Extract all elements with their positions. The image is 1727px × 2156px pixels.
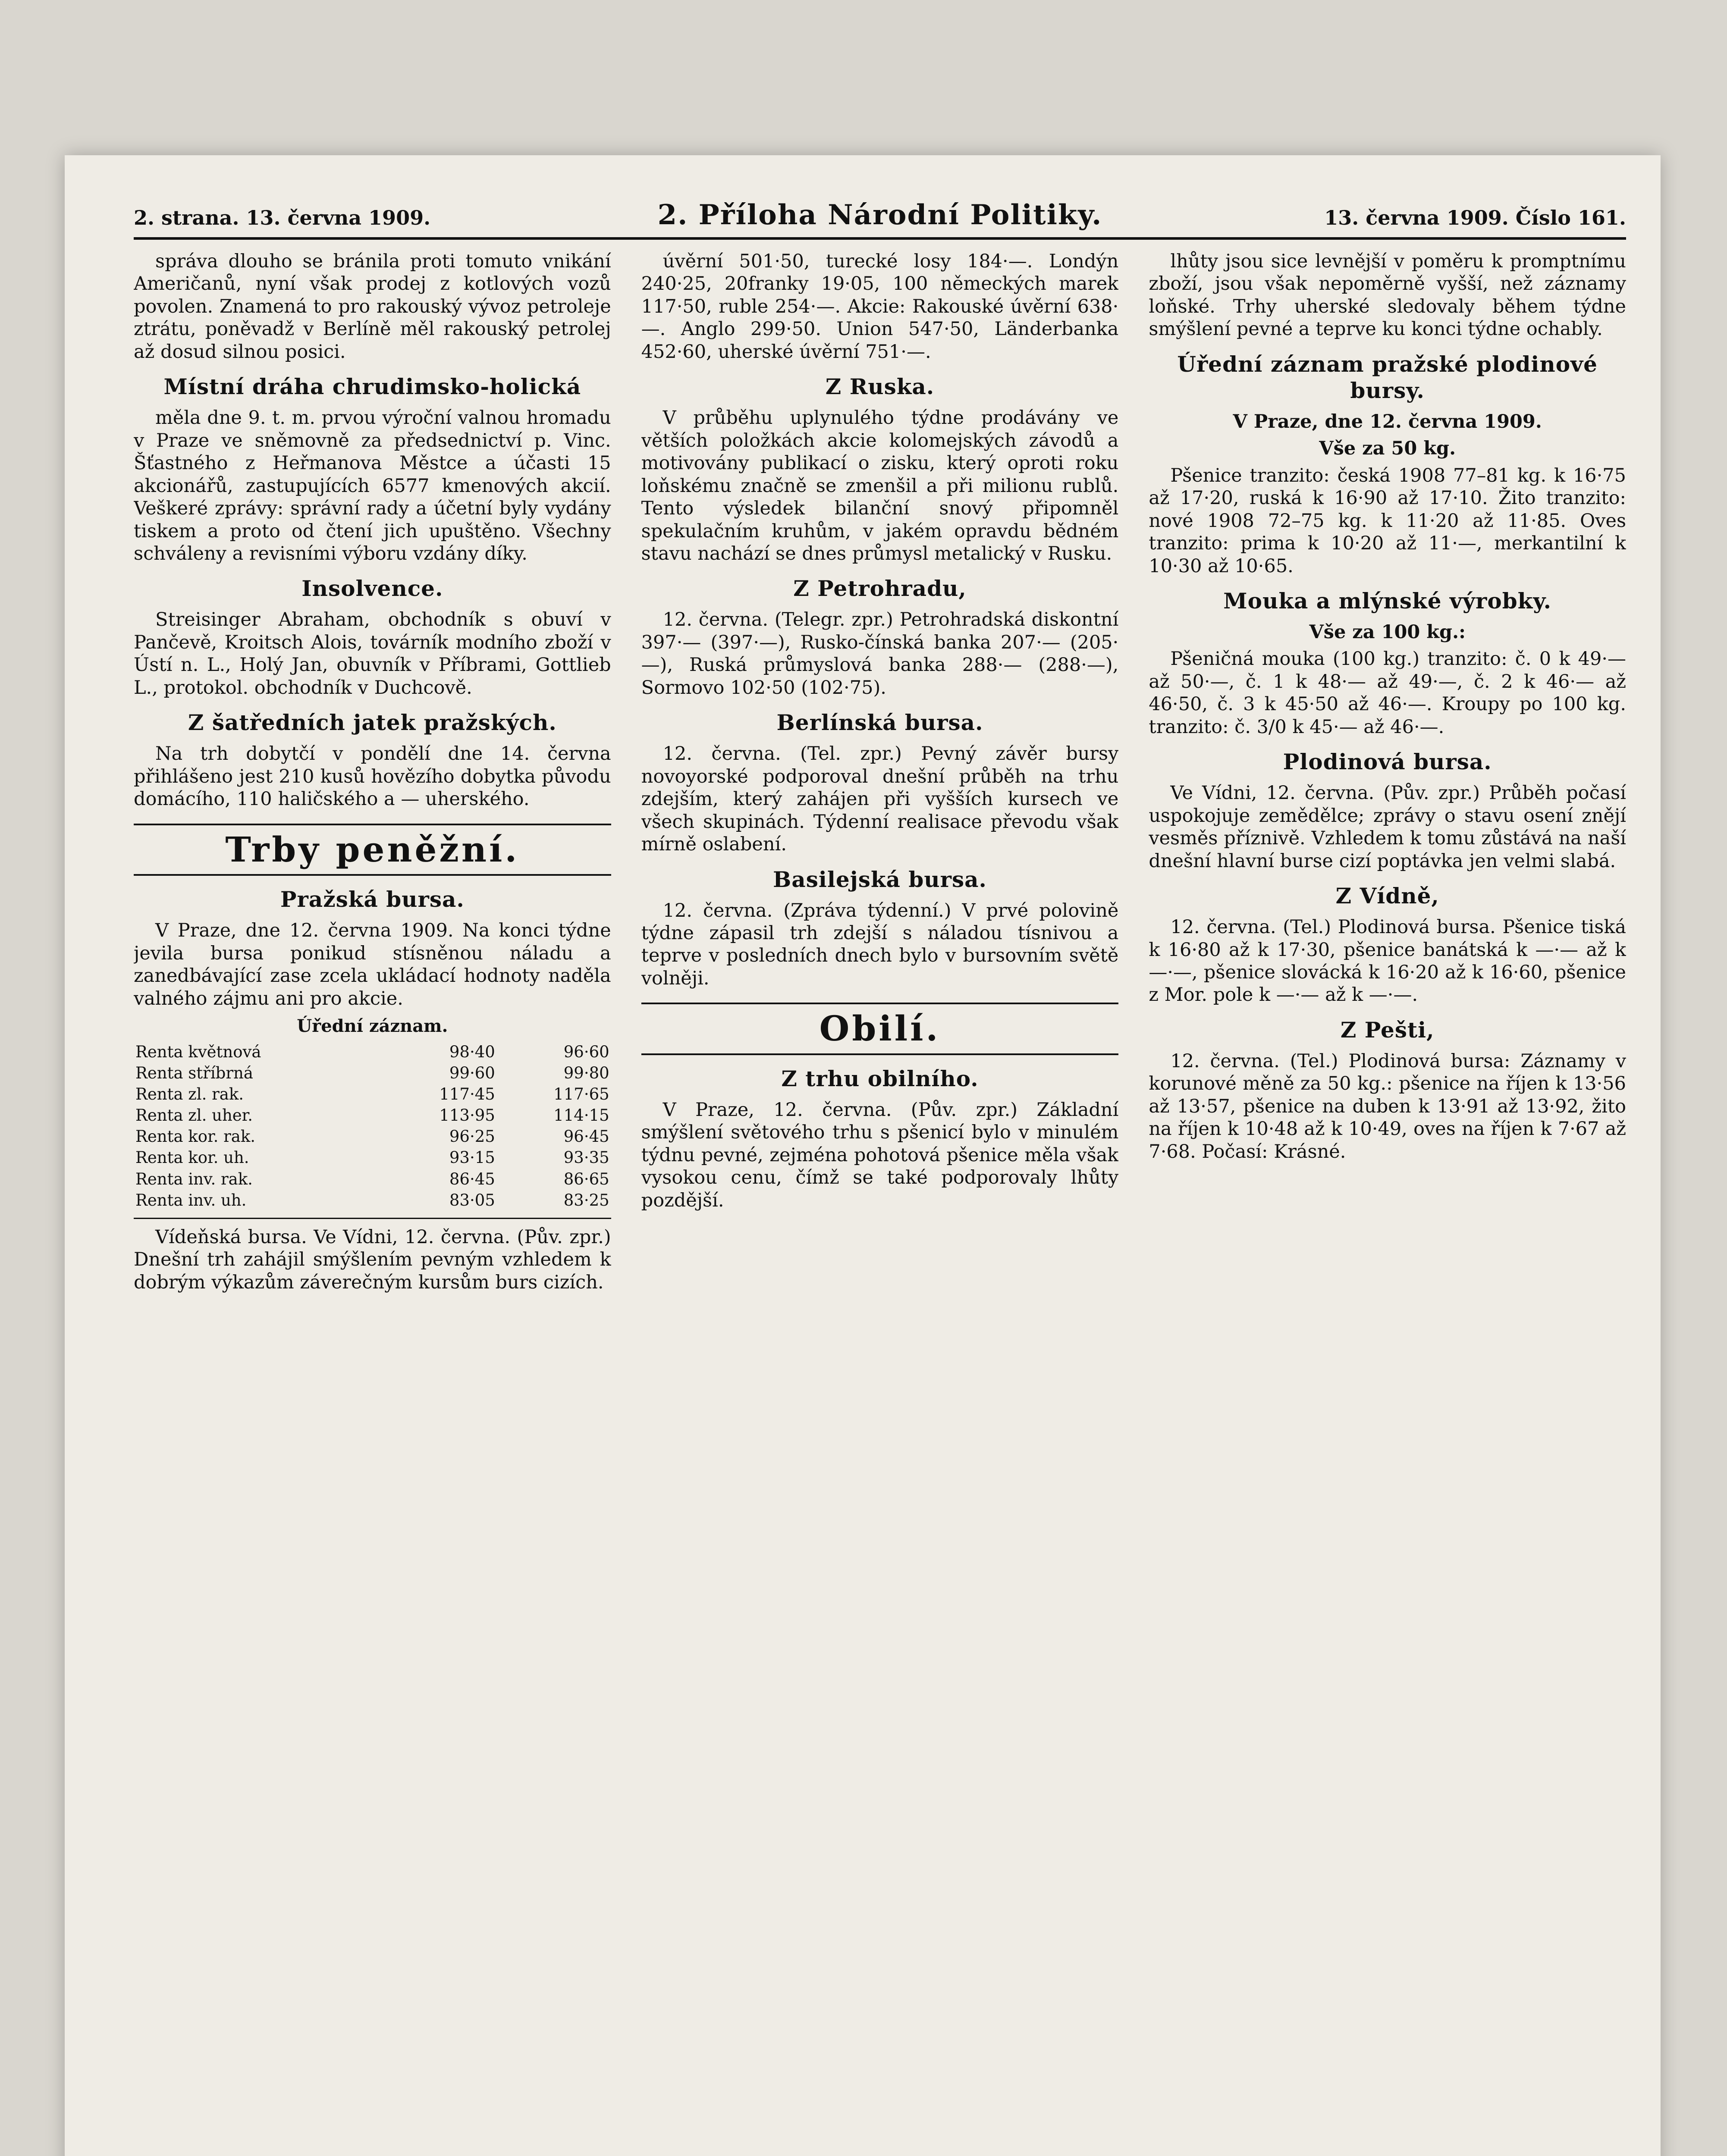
row-value: 96·60: [563, 1042, 609, 1061]
row-value: 96·45: [563, 1127, 609, 1146]
paragraph: úvěrní 501·50, turecké losy 184·—. Londýn 240·25, 20franky 19·05, 100 německých marek 117·50, ruble 254·—. Akcie: Rakouské úvěrní 638·—. Anglo 299·50. Union 547·50, Länderbanka 452·60, uherské úvěrní 751·—.: [641, 251, 1119, 363]
row-value: 117·65: [553, 1085, 609, 1104]
paragraph: Pšenice tranzito: česká 1908 77–81 kg. k 16·75 až 17·20, ruská k 16·90 až 17·10. Žito tranzito: nové 1908 72–75 kg. k 11·20 až 11·85. Oves tranzito: prima k 10·20 až 11·—, merkantilní k 10·30 až 10·65.: [1149, 464, 1627, 577]
section-heading: Místní dráha chrudimsko-holická: [163, 374, 581, 400]
table-row: [134, 1041, 611, 1062]
row-value: 93·15: [449, 1148, 495, 1167]
row-value: 99·80: [563, 1063, 609, 1082]
section-heading: Z Vídně,: [1335, 883, 1439, 909]
row-label: Renta květnová: [135, 1042, 261, 1061]
paragraph: V průběhu uplynulého týdne prodávány ve větších položkách akcie kolomejských závodů a motivovány publikací o zisku, který oproti roku loňskému značně se zmenšil a při milionu rublů. Tento výsledek bilanční snový připomněl spekulačním kruhům, v jakém opravdu bědném stavu nachází se dnes průmysl metalický v Rusku.: [641, 407, 1119, 564]
paragraph: lhůty jsou sice levnější v poměru k promptnímu zboží, jsou však nepoměrně vyšší, než záznamy loňské. Trhy uherské sledovaly během týdne smýšlení pevné a teprve ku konci týdne ochably.: [1149, 251, 1627, 340]
row-value: 86·65: [563, 1169, 609, 1188]
paragraph: V Praze, 12. června. (Pův. zpr.) Základní smýšlení světového trhu s pšenicí bylo v minulém týdnu pevné, zejména pohotová pšenice měla však vysokou cenu, čímž se také podporovaly lhůty pozdější.: [641, 1099, 1119, 1211]
section-heading: Z šatředních jatek pražských.: [188, 710, 557, 736]
divider: [134, 1218, 611, 1219]
row-label: Renta kor. rak.: [135, 1127, 256, 1146]
subheading: V Praze, dne 12. června 1909.: [1233, 411, 1542, 432]
section-title: Obilí.: [641, 1003, 1119, 1055]
columns: [134, 250, 1626, 2156]
table-row: [134, 1084, 611, 1105]
paragraph: Pšeničná mouka (100 kg.) tranzito: č. 0 k 49·— až 50·—, č. 1 k 48·— až 49·—, č. 2 k 46·— až 46·50, č. 3 k 45·50 až 46·—. Kroupy po 100 kg. tranzito: č. 3/0 k 45·— až 46·—.: [1149, 648, 1627, 738]
section-heading: Z trhu obilního.: [781, 1065, 979, 1091]
row-value: 96·25: [449, 1127, 495, 1146]
paragraph: Na trh dobytčí v pondělí dne 14. června přihlášeno jest 210 kusů hovězího dobytka původu domácího, 110 haličského a — uherského.: [134, 743, 611, 810]
row-label: Renta zl. rak.: [135, 1085, 244, 1104]
header-date-right: 13. června 1909. Číslo 161.: [1324, 206, 1626, 229]
page-header: [134, 181, 1626, 240]
header-date-left: 2. strana. 13. června 1909.: [134, 206, 431, 229]
row-value: 86·45: [449, 1169, 495, 1188]
section-heading: Berlínská bursa.: [776, 710, 983, 736]
paragraph: 12. června. (Tel.) Plodinová bursa. Pšenice tiská k 16·80 až k 17·30, pšenice banátská k —·— až k —·—, pšenice slovácká k 16·20 až k 16·60, pšenice z Mor. pole k —·— až k —·—.: [1149, 916, 1627, 1006]
row-label: Renta kor. uh.: [135, 1148, 249, 1167]
rates-table: [134, 1041, 611, 1211]
paragraph: 12. června. (Tel.) Plodinová bursa: Záznamy v korunové měně za 50 kg.: pšenice na říjen k 13·56 až 13·57, pšenice na duben k 13·91 až 13·92, žito na říjen k 10·48 až k 10·49, oves na říjen k 7·67 až 7·68. Počasí: Krásné.: [1149, 1050, 1627, 1163]
newspaper-page: [65, 155, 1661, 2156]
row-value: 83·05: [449, 1191, 495, 1210]
table-row: [134, 1190, 611, 1211]
paragraph: měla dne 9. t. m. prvou výroční valnou hromadu v Praze ve sněmovně za předsednictví p. Vinc. Šťastného z Heřmanova Městce a účasti 15 akcionářů, zastupujících 6577 kmenových akcií. Veškeré zprávy: správní rady a účetní byly vydány tiskem a proto od čtení jich upuštěno. Všechny schváleny a revisními výboru vzdány díky.: [134, 407, 611, 564]
row-label: Renta inv. uh.: [135, 1191, 247, 1210]
row-value: 83·25: [563, 1191, 609, 1210]
header-title: 2. Příloha Národní Politiky.: [657, 199, 1102, 231]
subheading: Vše za 50 kg.: [1319, 438, 1456, 460]
row-label: Renta inv. rak.: [135, 1169, 253, 1188]
section-heading: Z Ruska.: [825, 374, 935, 400]
section-heading: Mouka a mlýnské výrobky.: [1223, 588, 1552, 614]
section-title: Trby peněžní.: [134, 824, 611, 876]
row-label: Renta zl. uher.: [135, 1106, 253, 1125]
row-value: 98·40: [449, 1042, 495, 1061]
row-value: 93·35: [563, 1148, 609, 1167]
row-value: 114·15: [553, 1106, 609, 1125]
table-title: Úřední záznam.: [297, 1016, 448, 1037]
row-label: Renta stříbrná: [135, 1063, 253, 1082]
column-1: [134, 250, 611, 2156]
column-2: [641, 250, 1119, 2156]
paragraph: správa dlouho se bránila proti tomuto vnikání Američanů, nyní však prodej z kotlových vozů povolen. Znamená to pro rakouský vývoz petroleje ztrátu, poněvadž v Berlíně měl rakouský petrolej až dosud silnou posici.: [134, 251, 611, 363]
table-row: [134, 1147, 611, 1168]
paragraph: V Praze, dne 12. června 1909. Na konci týdne jevila bursa ponikud stísněnou náladu a zanedbávající zase zcela ukládací hodnoty naděla valného zájmu ani pro akcie.: [134, 920, 611, 1009]
paragraph: 12. června. (Zpráva týdenní.) V prvé polovině týdne zápasil trh zdejší s náladou tísnivou a teprve v posledních dnech bylo v bursovním světě volněji.: [641, 899, 1119, 989]
table-row: [134, 1126, 611, 1147]
row-value: 117·45: [439, 1085, 495, 1104]
table-row: [134, 1169, 611, 1190]
section-heading: Insolvence.: [301, 576, 443, 602]
paragraph: Ve Vídni, 12. června. (Pův. zpr.) Průběh počasí uspokojuje zemědělce; zprávy o stavu osení znějí vesměs příznivě. Vzhledem k tomu zůstává na naší dnešní hlavní burse cizí poptávka jen velmi slabá.: [1149, 782, 1627, 872]
paragraph: Vídeňská bursa. Ve Vídni, 12. června. (Pův. zpr.) Dnešní trh zahájil smýšlením pevným vzhledem k dobrým výkazům záverečným kursům burs cizích.: [134, 1226, 611, 1293]
section-heading: Basilejská bursa.: [773, 866, 987, 892]
section-heading: Z Pešti,: [1340, 1017, 1435, 1043]
section-heading: Pražská bursa.: [280, 887, 465, 912]
paragraph: 12. června. (Tel. zpr.) Pevný závěr bursy novoyorské podporoval dnešní průběh na trhu zdejším, který zahájen při vyšších kursech ve všech skupinách. Týdenní realisace převodu však mírně oslabení.: [641, 743, 1119, 856]
column-3: [1149, 250, 1626, 2156]
section-heading: Úřední záznam pražské plodinové bursy.: [1177, 351, 1598, 403]
row-value: 99·60: [449, 1063, 495, 1082]
row-value: 113·95: [439, 1106, 495, 1125]
section-heading: Z Petrohradu,: [793, 576, 967, 602]
subheading: Vše za 100 kg.:: [1309, 621, 1466, 643]
section-heading: Plodinová bursa.: [1283, 749, 1492, 775]
paragraph: 12. června. (Telegr. zpr.) Petrohradská diskontní 397·— (397·—), Rusko-čínská banka 207·— (205·—), Ruská průmyslová banka 288·— (288·—), Sormovo 102·50 (102·75).: [641, 609, 1119, 699]
table-row: [134, 1105, 611, 1126]
table-row: [134, 1062, 611, 1084]
paragraph: Streisinger Abraham, obchodník s obuví v Pančevě, Kroitsch Alois, továrník modního zboží v Ústí n. L., Holý Jan, obuvník v Příbrami, Gottlieb L., protokol. obchodník v Duchcově.: [134, 609, 611, 699]
